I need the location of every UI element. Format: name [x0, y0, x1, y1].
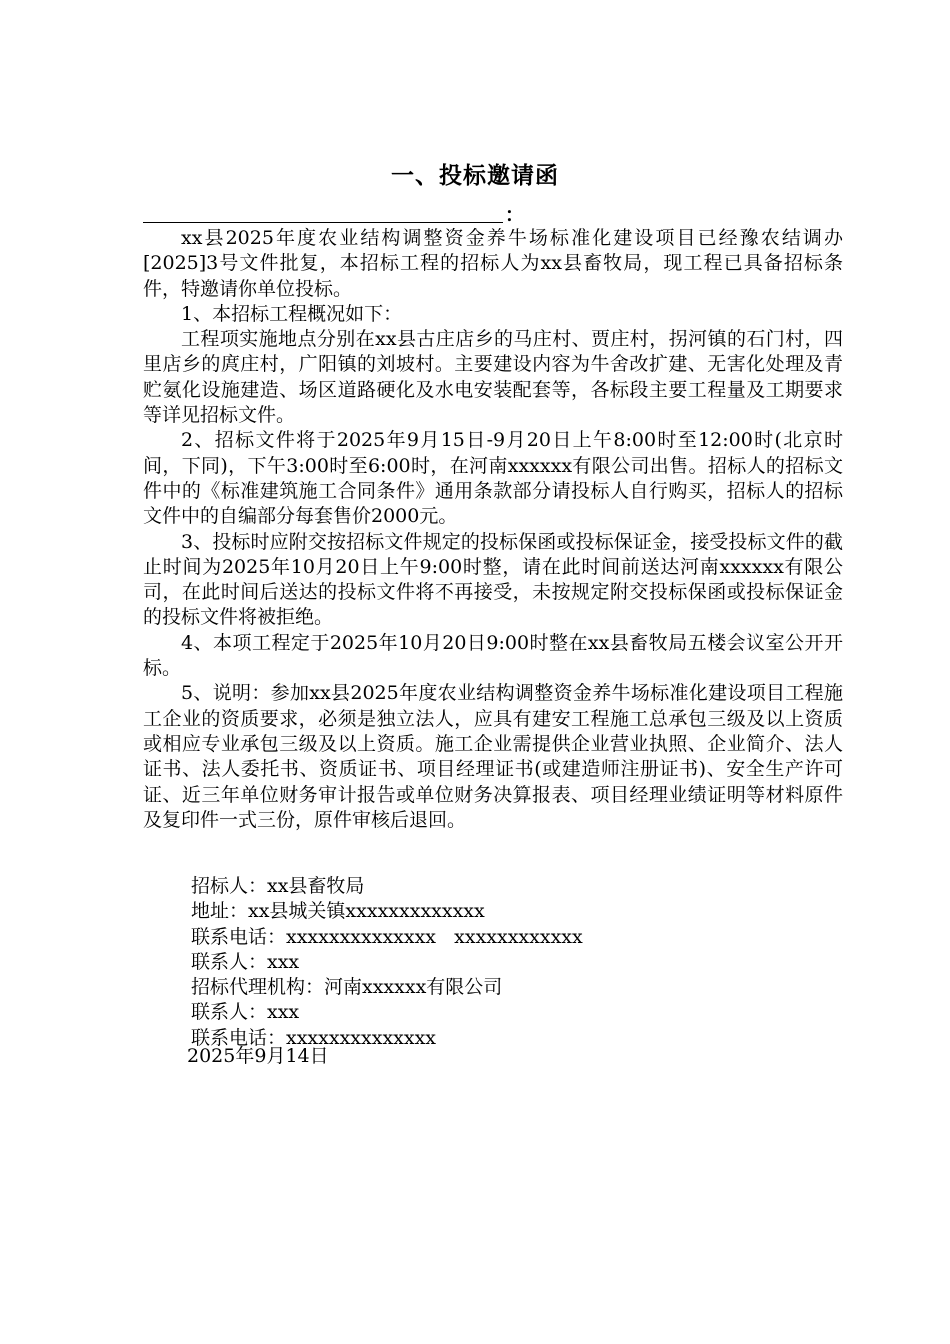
paragraph-section-2: 2、招标文件将于2025年9月15日-9月20日上午8:00时至12:00时(北京时间，下同)，下午3:00时至6:00时，在河南xxxxxx有限公司出售。招标人的招标文件中的《标准建筑施工合同条件》通用条款部分请投标人自行购买，招标人的招标文件中的自编部分每套售价2000元。 [143, 429, 843, 528]
contact-person: 联系人：xxx [191, 950, 300, 973]
document-date: 2025年9月14日 [187, 1045, 329, 1067]
contact-address: 地址：xx县城关镇xxxxxxxxxxxxx [191, 900, 485, 923]
contact-agency: 招标代理机构：河南xxxxxx有限公司 [191, 976, 503, 999]
paragraph-section-3: 3、投标时应附交按招标文件规定的投标保函或投标保证金，接受投标文件的截止时间为2025年10月20日上午9:00时整，请在此时间前送达河南xxxxxx有限公司，在此时间后送达的投标文件将不再接受，未按规定附交投标保函或投标保证金的投标文件将被拒绝。 [143, 530, 843, 629]
paragraph-intro: xx县2025年度农业结构调整资金养牛场标准化建设项目已经豫农结调办[2025]3号文件批复，本招标工程的招标人为xx县畜牧局，现工程已具备招标条件，特邀请你单位投标。 [143, 227, 843, 300]
contact-agency-person: 联系人：xxx [191, 1001, 300, 1024]
contact-agency-phone: 联系电话：xxxxxxxxxxxxxx [191, 1026, 437, 1049]
paragraph-section-1-heading: 1、本招标工程概况如下： [181, 302, 403, 325]
paragraph-section-5: 5、说明：参加xx县2025年度农业结构调整资金养牛场标准化建设项目工程施工企业的资质要求，必须是独立法人，应具有建安工程施工总承包三级及以上资质或相应专业承包三级及以上资质。施工企业需提供企业营业执照、企业简介、法人证书、法人委托书、资质证书、项目经理证书(或建造师注册证书)、安全生产许可证、近三年单位财务审计报告或单位财务决算报表、项目经理业绩证明等材料原件及复印件一式三份，原件审核后退回。 [143, 682, 843, 831]
paragraph-project-overview: 工程项实施地点分别在xx县古庄店乡的马庄村、贾庄村，拐河镇的石门村，四里店乡的庹庄村，广阳镇的刘坡村。主要建设内容为牛舍改扩建、无害化处理及青贮氨化设施建造、场区道路硬化及水电安装配套等，各标段主要工程量及工期要求等详见招标文件。 [143, 328, 843, 427]
contact-phone: 联系电话：xxxxxxxxxxxxxx xxxxxxxxxxxx [191, 925, 583, 948]
contact-tenderer: 招标人：xx县畜牧局 [191, 875, 365, 897]
invitation-body [143, 226, 843, 833]
addressee-blank-line [143, 200, 503, 223]
addressee-colon: ： [505, 204, 525, 226]
paragraph-section-4: 4、本项工程定于2025年10月20日9:00时整在xx县畜牧局五楼会议室公开开标。 [143, 631, 843, 680]
document-title: 一、投标邀请函 [391, 162, 559, 189]
contact-block [191, 874, 791, 1051]
